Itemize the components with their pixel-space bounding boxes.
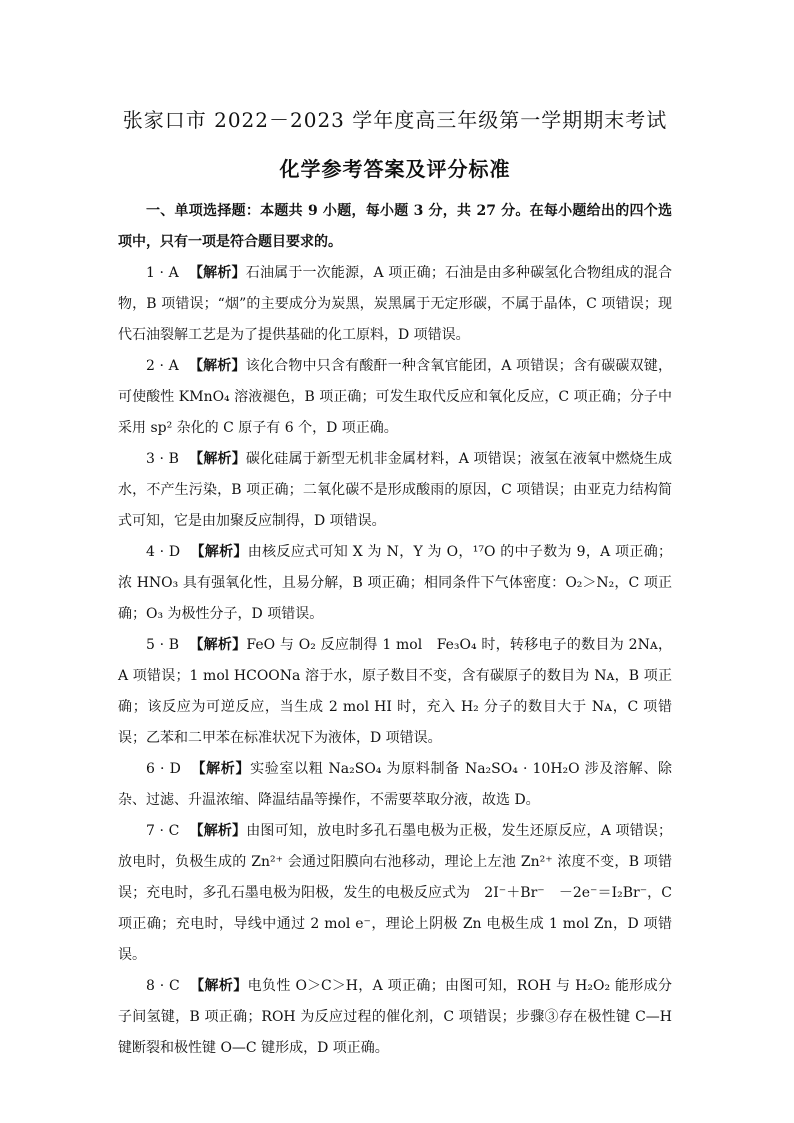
answer-text: 石油属于一次能源，A 项正确；石油是由多种碳氢化合物组成的混合物，B 项错误；“烟”的主要成分为炭黑，炭黑属于无定形碳，不属于晶体，C 项错误；现代石油裂解工艺是为了提供基础的化工原料，D 项错误。 [118,265,672,343]
answer-3 [118,444,672,537]
answer-number: 4 · D [146,544,181,560]
answer-8 [118,971,672,1064]
answer-6 [118,754,672,816]
answer-7 [118,816,672,971]
analysis-tag: 【解析】 [189,978,248,994]
document-title: 张家口市 2022－2023 学年度高三年级第一学期期末考试 [122,108,668,132]
answer-text: 由核反应式可知 X 为 N，Y 为 O，¹⁷O 的中子数为 9，A 项正确；浓 HNO₃ 具有强氧化性，且易分解，B 项正确；相同条件下气体密度：O₂＞N₂，C 项正确；O₃ 为极性分子，D 项错误。 [118,544,673,622]
answer-text: 由图可知，放电时多孔石墨电极为正极，发生还原反应，A 项错误；放电时，负极生成的 Zn²⁺ 会通过阳膜向右池移动，理论上左池 Zn²⁺ 浓度不变，B 项错误；充电时，多孔石墨电极为阳极，发生的电极反应式为 2I⁻＋Br⁻ －2e⁻＝I₂Br⁻，C 项正确；充电时，导线中通过 2 mol e⁻，理论上阴极 Zn 电极生成 1 mol Zn，D 项错误。 [118,823,673,963]
answer-number: 1 · A [146,265,179,281]
answer-1 [118,258,672,351]
answer-text: 碳化硅属于新型无机非金属材料，A 项错误；液氢在液氧中燃烧生成水，不产生污染，B 项正确；二氧化碳不是形成酸雨的原因，C 项错误；由亚克力结构简式可知，它是由加聚反应制得，D 项错误。 [118,451,673,529]
answer-text: 电负性 O＞C＞H，A 项正确；由图可知，ROH 与 H₂O₂ 能形成分子间氢键，B 项正确；ROH 为反应过程的催化剂，C 项错误；步骤③存在极性键 C—H 键断裂和极性键 O—C 键形成，D 项正确。 [118,978,672,1056]
answer-number: 2 · A [146,358,179,374]
answer-number: 7 · C [146,823,180,839]
analysis-tag: 【解析】 [190,544,248,560]
analysis-tag: 【解析】 [188,265,246,281]
answer-5 [118,630,672,754]
answer-number: 8 · C [146,978,180,994]
analysis-tag: 【解析】 [189,823,247,839]
analysis-tag: 【解析】 [188,451,246,467]
analysis-tag: 【解析】 [188,358,246,374]
answer-text: 该化合物中只含有酸酐一种含氧官能团，A 项错误；含有碳碳双键，可使酸性 KMnO₄ 溶液褪色，B 项正确；可发生取代反应和氧化反应，C 项正确；分子中采用 sp² 杂化的 C 原子有 6 个，D 项正确。 [118,358,672,436]
document-subtitle: 化学参考答案及评分标准 [279,157,511,181]
answer-4 [118,537,672,630]
answer-number: 6 · D [146,761,181,777]
answer-number: 3 · B [146,451,179,467]
analysis-tag: 【解析】 [190,761,251,777]
answer-text: 实验室以粗 Na₂SO₄ 为原料制备 Na₂SO₄ · 10H₂O 涉及溶解、除杂、过滤、升温浓缩、降温结晶等操作，不需要萃取分液，故选 D。 [118,761,673,808]
answer-text: FeO 与 O₂ 反应制得 1 mol Fe₃O₄ 时，转移电子的数目为 2Nᴀ，A 项错误；1 mol HCOONa 溶于水，原子数目不变，含有碳原子的数目为 Nᴀ，B 项正确；该反应为可逆反应，当生成 2 mol HI 时，充入 H₂ 分子的数目大于 Nᴀ，C 项错误；乙苯和二甲苯在标准状况下为液体，D 项错误。 [118,637,673,746]
answer-number: 5 · B [146,637,180,653]
section-heading: 一、单项选择题：本题共 9 小题，每小题 3 分，共 27 分。在每小题给出的四个选项中，只有一项是符合题目要求的。 [118,203,672,250]
answer-2 [118,351,672,444]
analysis-tag: 【解析】 [189,637,247,653]
